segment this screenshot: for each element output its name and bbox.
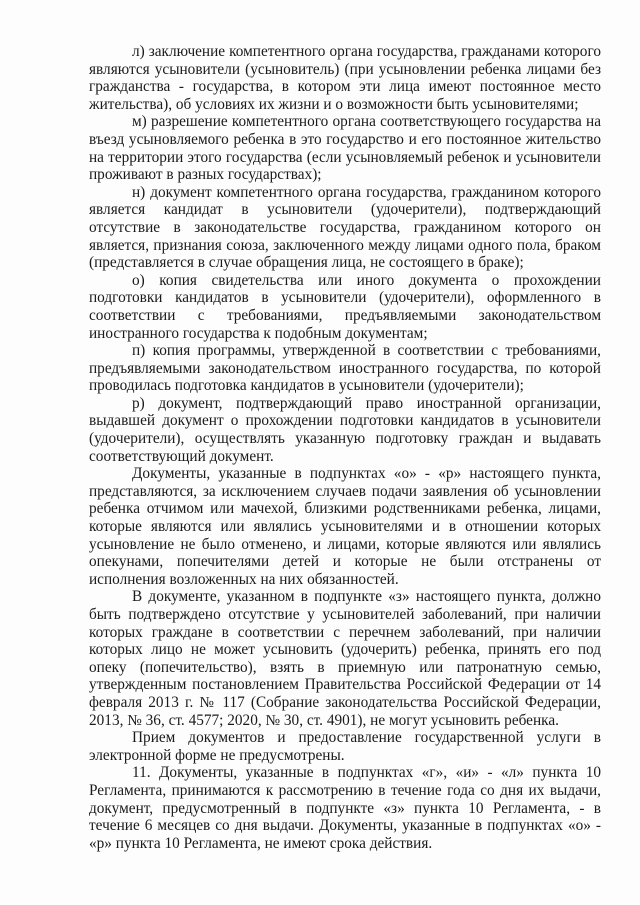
paragraph-m: м) разрешение компетентного органа соответствующего государства на въезд усыновляемого ребенка в это государство и его постоянное жительство на территории этого государства (если усыновляемый ребенок и усыновители проживают в разных государствах); xyxy=(89,113,601,184)
paragraph-document-z: В документе, указанном в подпункте «з» настоящего пункта, должно быть подтверждено отсутствие у усыновителей заболеваний, при наличии которых граждане в соответствии с перечнем заболеваний, при наличии которых лицо не может усыновить (удочерить) ребенка, принять его под опеку (попечительство), взять в приемную или патронатную семью, утвержденным постановлением Правительства Российской Федерации от 14 февраля 2013 г. № 117 (Собрание законодательства Российской Федерации, 2013, № 36, ст. 4577; 2020, № 30, ст. 4901), не могут усыновить ребенка. xyxy=(89,588,601,729)
document-body xyxy=(89,43,601,852)
paragraph-documents-o-r: Документы, указанные в подпунктах «о» - «р» настоящего пункта, представляются, за исключением случаев подачи заявления об усыновлении ребенка отчимом или мачехой, близкими родственниками ребенка, лицами, которые являются или являлись усыновителями и в отношении которых усыновление не было отменено, и лицами, которые являются или являлись опекунами, попечителями детей и которые не были отстранены от исполнения возложенных на них обязанностей. xyxy=(89,465,601,588)
paragraph-r: р) документ, подтверждающий право иностранной организации, выдавшей документ о прохождении подготовки кандидатов в усыновители (удочерители), осуществлять указанную подготовку граждан и выдавать соответствующий документ. xyxy=(89,394,601,465)
paragraph-l: л) заключение компетентного органа государства, гражданами которого являются усыновители (усыновитель) (при усыновлении ребенка лицами без гражданства - государства, в котором эти лица имеют постоянное место жительства), об условиях их жизни и о возможности быть усыновителями; xyxy=(89,43,601,113)
paragraph-11: 11. Документы, указанные в подпунктах «г», «и» - «л» пункта 10 Регламента, принимаются к рассмотрению в течение года со дня их выдачи, документ, предусмотренный в подпункте «з» пункта 10 Регламента, - в течение 6 месяцев со дня выдачи. Документы, указанные в подпунктах «о» - «р» пункта 10 Регламента, не имеют срока действия. xyxy=(89,764,601,852)
paragraph-electronic-form: Прием документов и предоставление государственной услуги в электронной форме не предусмотрены. xyxy=(89,729,601,764)
paragraph-p: п) копия программы, утвержденной в соответствии с требованиями, предъявляемыми законодательством иностранного государства, по которой проводилась подготовка кандидатов в усыновители (удочерители); xyxy=(89,342,601,395)
paragraph-o: о) копия свидетельства или иного документа о прохождении подготовки кандидатов в усыновители (удочерители), оформленного в соответствии с требованиями, предъявляемыми законодательством иностранного государства к подобным документам; xyxy=(89,271,601,342)
paragraph-n: н) документ компетентного органа государства, гражданином которого является кандидат в усыновители (удочерители), подтверждающий отсутствие в законодательстве государства, гражданином которого он является, признания союза, заключенного между лицами одного пола, браком (представляется в случае обращения лица, не состоящего в браке); xyxy=(89,183,601,272)
